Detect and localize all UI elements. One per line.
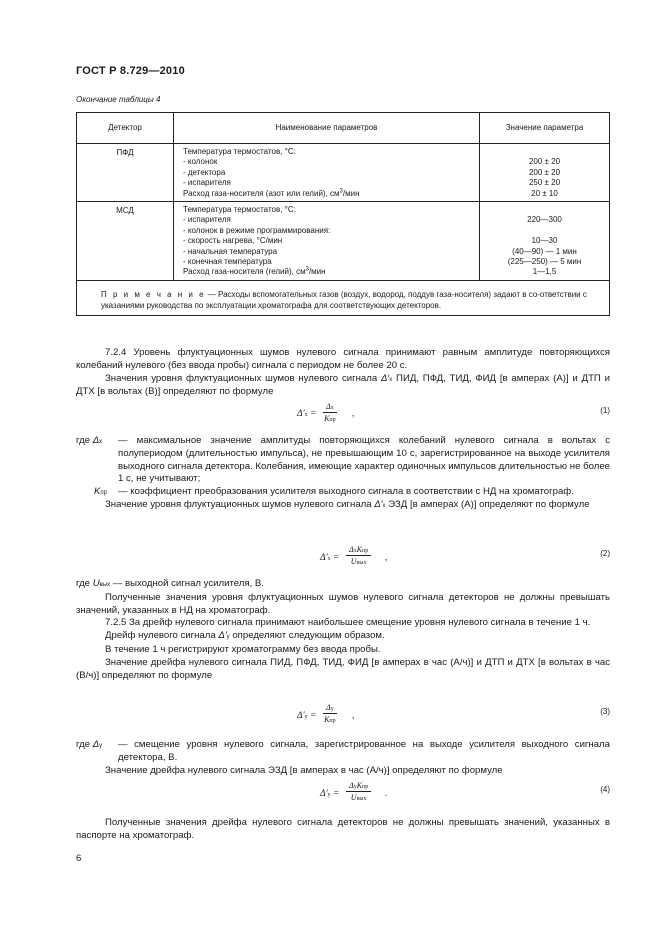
- param-line-flow: [183, 267, 479, 277]
- formula-fraction: Δy Kпр: [324, 703, 336, 724]
- param-line: - колонок в режиме программирования:: [183, 225, 331, 235]
- formula-fraction: ΔyKпр Uвых: [346, 781, 371, 802]
- formula-lhs: Δ′y =: [320, 789, 340, 799]
- value-blank: [480, 147, 609, 157]
- formula-number: (3): [600, 707, 610, 716]
- value-line: 1—1,5: [532, 267, 557, 277]
- detector-msd: МСД: [77, 202, 174, 281]
- page-number: 6: [76, 853, 82, 864]
- where-delta-text: — максимальное значение амплитуды повторяющихся колебаний нулевого сигнала в вольтах с полупериодом (длительностью импульса), не превышающим 10 с, зарегистрированное на выходе усилителя выходного сигнала детектора. Колебания, имеющие характер одиночных импульсов длительностью не более 1 с, не учитывают;: [118, 435, 610, 485]
- formula-fraction: ΔxKпр Uвых: [346, 545, 371, 566]
- section-7-2-4: [76, 347, 610, 399]
- value-line: 10—30: [531, 236, 558, 246]
- value-blank: [480, 205, 609, 215]
- where-delta: где Δx — максимальное значение амплитуды повторяющихся колебаний нулевого сигнала в вольтах с полупериодом (длительностью импульса), не превышающим 10 с, зарегистрированное на выходе усилителя выходного сигнала детектора. Колебания, имеющие характер одиночных импульсов длительностью не более 1 с, не учитывают;: [76, 435, 610, 485]
- document-header: ГОСТ Р 8.729—2010: [76, 65, 185, 77]
- table-note-row: [77, 280, 610, 315]
- where-dy: где Δy — смещение уровня нулевого сигнала, зарегистрированное на выходе усилителя выходного сигнала детектора, В.: [76, 739, 610, 763]
- col-header-params: Наименование параметров: [174, 113, 480, 144]
- params-pfd: [174, 144, 480, 202]
- value-line: 20 ± 10: [531, 188, 558, 198]
- where-block-2: [76, 739, 610, 777]
- formula-number: (4): [600, 785, 610, 794]
- value-line: 200 ± 20: [528, 167, 561, 177]
- paragraph-drift: Дрейф нулевого сигнала Δ′y определяют следующим образом.: [105, 630, 385, 642]
- value-line: 200 ± 20: [528, 157, 561, 167]
- param-line: - детектора: [183, 167, 226, 177]
- flow-unit-exp: 3: [305, 266, 309, 273]
- where-block-1: [76, 435, 610, 513]
- paragraph-obtained-2: Полученные значения дрейфа нулевого сигнала детекторов не должны превышать значений, указанных в паспорте на хроматограф.: [76, 817, 610, 841]
- param-line: - скорость нагрева, °С/мин: [183, 236, 283, 246]
- values-msd: [480, 202, 610, 281]
- paragraph-ezd-noise: Значение уровня флуктуационных шумов нулевого сигнала Δ′x ЭЗД [в амперах (А)] определяют по формуле: [105, 498, 590, 510]
- where-dy-text: — смещение уровня нулевого сигнала, зарегистрированное на выходе усилителя выходного сигнала детектора, В.: [118, 739, 610, 763]
- param-line-flow: [183, 189, 479, 199]
- paragraph-drift-value: Значение дрейфа нулевого сигнала ПИД, ПФД, ТИД, ФИД [в амперах в час (А/ч)] и ДТП и ДТХ [в вольтах в час (В/ч)] определяют по формуле: [76, 656, 610, 681]
- flow-tail: /мин: [342, 188, 360, 198]
- formula-4: Δ′y = ΔyKпр Uвых . (4): [320, 781, 610, 802]
- table-caption: Окончание таблицы 4: [76, 95, 161, 104]
- paragraph-7-2-5: 7.2.5 За дрейф нулевого сигнала принимают наибольшее смещение уровня нулевого сигнала в течение 1 ч.: [105, 617, 591, 629]
- paragraph-drift-ezd: Значение дрейфа нулевого сигнала ЭЗД [в амперах в час (А/ч)] определяют по формуле: [105, 764, 503, 776]
- flow-tail: /мин: [308, 267, 326, 277]
- col-header-value: Значение параметра: [480, 113, 610, 144]
- formula-lhs: Δ′x =: [297, 409, 317, 419]
- note-label: П р и м е ч а н и е: [101, 289, 206, 299]
- value-line: 250 ± 20: [528, 178, 561, 188]
- formula-number: (2): [600, 549, 610, 558]
- table-row-pfd: [77, 144, 610, 202]
- param-line: - испарителя: [183, 215, 231, 225]
- col-header-detector: Детектор: [77, 113, 174, 144]
- formula-fraction: Δx Kпр: [324, 402, 336, 423]
- table-header-row: [77, 113, 610, 144]
- where-k-text: — коэффициент преобразования усилителя выходного сигнала в соответствии с НД на хроматограф.: [118, 486, 574, 498]
- flow-label: Расход газа-носителя (азот или гелий), см: [183, 188, 340, 198]
- symbol-delta-x-prime: Δ′x: [380, 372, 393, 384]
- params-msd: [174, 202, 480, 281]
- flow-label: Расход газа-носителя (гелий), см: [183, 267, 306, 277]
- value-blank: [480, 226, 609, 236]
- table-row-msd: [77, 202, 610, 281]
- text: ПИД, ПФД, ТИД, ФИД [в амперах (А)] и ДТП и ДТХ [в вольтах (В)] определяют по формуле: [76, 372, 610, 398]
- param-line: Температура термостатов, °С:: [183, 205, 296, 215]
- paragraph-record: В течение 1 ч регистрируют хроматограмму без ввода пробы.: [105, 643, 381, 655]
- formula-2: Δ′x = ΔxKпр Uвых , (2): [320, 545, 610, 566]
- paragraph-7-2-4: 7.2.4 Уровень флуктуационных шумов нулевого сигнала принимают равным амплитуде повторяющихся колебаний нулевого (без ввода пробы) сигнала с периодом не более 20 с.: [76, 347, 610, 371]
- param-line: Температура термостатов, °С:: [183, 147, 296, 156]
- note-text: — Расходы вспомогательных газов (воздух, водород, поддув газа-носителя) задают в со-ответствии с указаниями руководства по эксплуатации хроматографа для соответствующих детекторов.: [101, 289, 587, 310]
- values-pfd: [480, 144, 610, 202]
- param-line: - колонок: [183, 157, 218, 167]
- formula-1: Δ′x = Δx Kпр , (1): [297, 402, 610, 423]
- param-line: - начальная температура: [183, 246, 278, 256]
- formula-3: Δ′y = Δy Kпр , (3): [297, 703, 610, 724]
- paragraph-obtained-1: Полученные значения уровня флуктуационных шумов нулевого сигнала детекторов не должны превышать значений, указанных в НД на хроматограф.: [76, 591, 610, 616]
- formula-number: (1): [600, 406, 610, 415]
- flow-unit-exp: 3: [339, 187, 343, 194]
- value-line: (225—250) — 5 мин: [507, 257, 582, 267]
- detector-pfd: ПФД: [77, 144, 174, 202]
- section-7-2-5: [76, 578, 610, 682]
- formula-lhs: Δ′x =: [320, 553, 340, 563]
- table-4: [76, 112, 610, 316]
- paragraph-noise-values: [76, 373, 610, 400]
- param-line: - конечная температура: [183, 257, 272, 267]
- value-line: (40—90) — 1 мин: [512, 246, 577, 256]
- value-line: 220—300: [527, 215, 562, 225]
- where-u: где Uвых — выходной сигнал усилителя, В.: [76, 578, 264, 589]
- final-block: [76, 817, 610, 843]
- param-line: - испарителя: [183, 178, 231, 188]
- table-note: [77, 280, 610, 315]
- text: Значения уровня флуктуационных шумов нулевого сигнала: [105, 372, 378, 384]
- where-k: Kпр — коэффициент преобразования усилителя выходного сигнала в соответствии с НД на хроматограф.: [94, 486, 574, 498]
- formula-lhs: Δ′y =: [297, 711, 317, 721]
